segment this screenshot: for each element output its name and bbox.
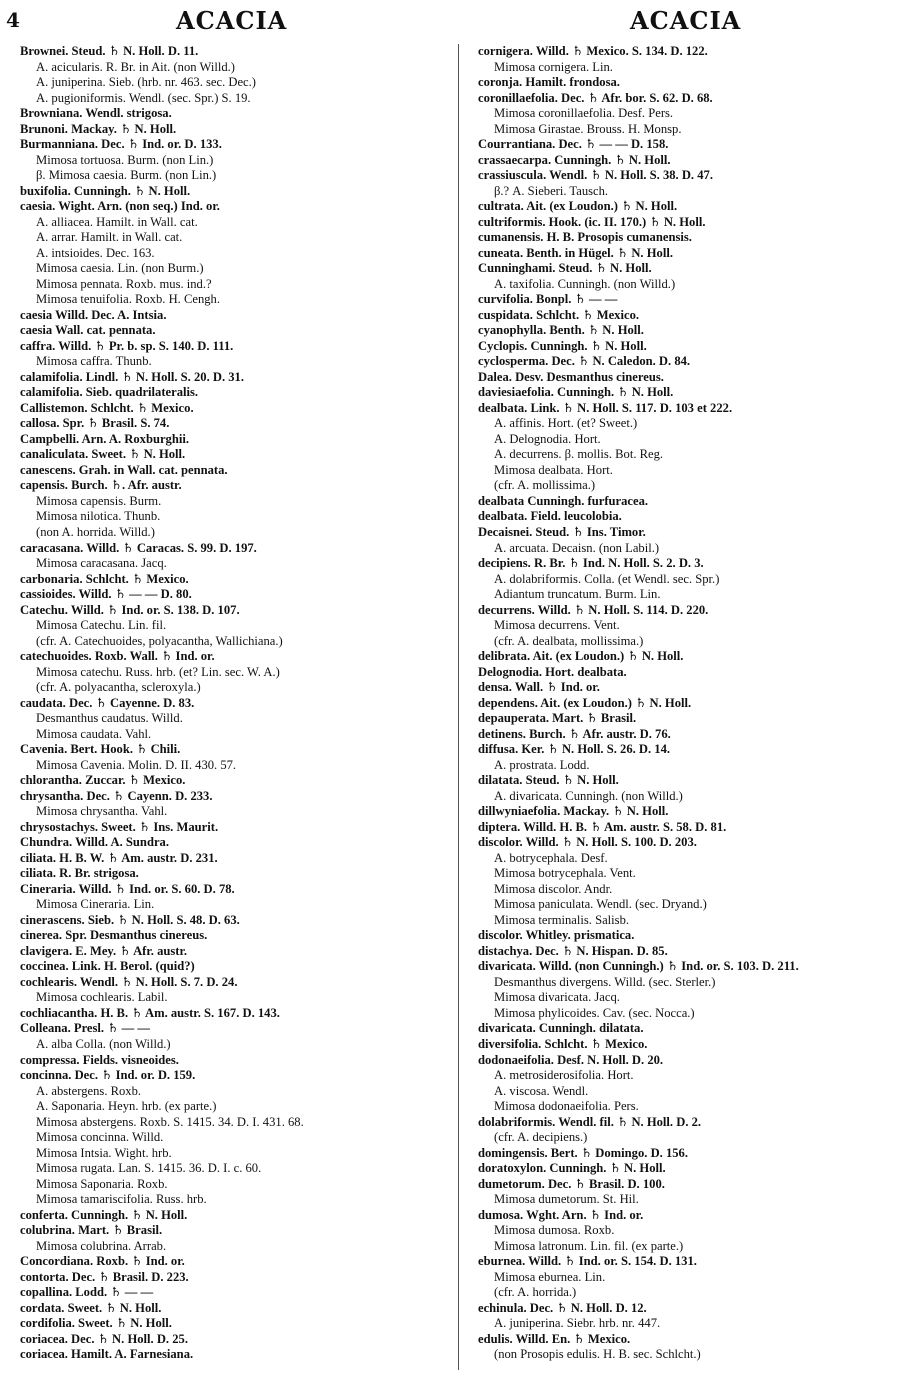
entry-line: dealbata Cunningh. furfuracea. <box>478 493 649 508</box>
entry-line: domingensis. Bert. ♄ Domingo. D. 156. <box>478 1145 688 1160</box>
synonym-line: (non A. horrida. Willd.) <box>36 524 155 539</box>
synonym-line: Desmanthus caudatus. Willd. <box>36 711 183 726</box>
entry-line: cinerascens. Sieb. ♄ N. Holl. S. 48. D. 63. <box>20 912 240 927</box>
synonym-line: Mimosa dodonaeifolia. Pers. <box>494 1099 639 1114</box>
entry-line: cuspidata. Schlcht. ♄ Mexico. <box>478 307 640 322</box>
page-header <box>0 6 900 40</box>
synonym-line: β.? A. Sieberi. Tausch. <box>494 183 609 198</box>
synonym-line: Mimosa eburnea. Lin. <box>494 1269 606 1284</box>
column-divider <box>458 44 459 1370</box>
entry-line: divaricata. Cunningh. dilatata. <box>478 1021 644 1036</box>
entry-line: cornigera. Willd. ♄ Mexico. S. 134. D. 122. <box>478 44 708 58</box>
synonym-line: A. juniperina. Sieb. (hrb. nr. 463. sec. Dec.) <box>36 75 256 90</box>
synonym-line: Mimosa pennata. Roxb. mus. ind.? <box>36 276 212 291</box>
entry-line: Catechu. Willd. ♄ Ind. or. S. 138. D. 107. <box>20 602 240 617</box>
synonym-line: A. intsioides. Dec. 163. <box>36 245 155 260</box>
entry-line: ciliata. R. Br. strigosa. <box>20 866 139 881</box>
entry-line: delibrata. Ait. (ex Loudon.) ♄ N. Holl. <box>478 649 684 664</box>
entry-line: detinens. Burch. ♄ Afr. austr. D. 76. <box>478 726 671 741</box>
entry-line: Colleana. Presl. ♄ — — <box>20 1021 150 1036</box>
entry-line: decipiens. R. Br. ♄ Ind. N. Holl. S. 2. D. 3. <box>478 556 704 571</box>
synonym-line: A. taxifolia. Cunningh. (non Willd.) <box>494 276 676 291</box>
entry-line: cyclosperma. Dec. ♄ N. Caledon. D. 84. <box>478 354 691 369</box>
entry-line: dumetorum. Dec. ♄ Brasil. D. 100. <box>478 1176 665 1191</box>
synonym-line: A. Saponaria. Heyn. hrb. (ex parte.) <box>36 1099 217 1114</box>
synonym-line: A. botrycephala. Desf. <box>494 850 608 865</box>
entry-line: densa. Wall. ♄ Ind. or. <box>478 680 600 695</box>
entry-line: dodonaeifolia. Desf. N. Holl. D. 20. <box>478 1052 664 1067</box>
synonym-line: Mimosa discolor. Andr. <box>494 881 613 896</box>
synonym-line: Mimosa decurrens. Vent. <box>494 618 620 633</box>
entry-line: decurrens. Willd. ♄ N. Holl. S. 114. D. 220. <box>478 602 709 617</box>
synonym-line: Mimosa botrycephala. Vent. <box>494 866 636 881</box>
entry-line: catechuoides. Roxb. Wall. ♄ Ind. or. <box>20 649 215 664</box>
synonym-line: (cfr. A. horrida.) <box>494 1285 577 1300</box>
entry-line: echinula. Dec. ♄ N. Holl. D. 12. <box>478 1300 647 1315</box>
synonym-line: β. Mimosa caesia. Burm. (non Lin.) <box>36 168 217 183</box>
left-column <box>20 44 456 1372</box>
entry-line: Cunninghami. Steud. ♄ N. Holl. <box>478 261 652 276</box>
entry-line: Chundra. Willd. A. Sundra. <box>20 835 169 850</box>
entry-line: coriacea. Dec. ♄ N. Holl. D. 25. <box>20 1331 188 1346</box>
entry-line: coccinea. Link. H. Berol. (quid?) <box>20 959 195 974</box>
entry-line: cinerea. Spr. Desmanthus cinereus. <box>20 928 208 943</box>
entry-line: dilatata. Steud. ♄ N. Holl. <box>478 773 619 788</box>
entry-line: divaricata. Willd. (non Cunningh.) ♄ Ind. or. S. 103. D. 211. <box>478 959 799 974</box>
synonym-line: Mimosa Intsia. Wight. hrb. <box>36 1145 172 1160</box>
synonym-line: Mimosa Catechu. Lin. fil. <box>36 618 167 633</box>
entry-line: dependens. Ait. (ex Loudon.) ♄ N. Holl. <box>478 695 692 710</box>
synonym-line: A. affinis. Hort. (et? Sweet.) <box>494 416 638 431</box>
entry-line: cyanophylla. Benth. ♄ N. Holl. <box>478 323 644 338</box>
synonym-line: A. juniperina. Siebr. hrb. nr. 447. <box>494 1316 661 1331</box>
entry-line: chrysostachys. Sweet. ♄ Ins. Maurit. <box>20 819 219 834</box>
entry-line: canaliculata. Sweet. ♄ N. Holl. <box>20 447 186 462</box>
entry-line: coronja. Hamilt. frondosa. <box>478 75 620 90</box>
synonym-line: Mimosa caracasana. Jacq. <box>36 556 167 571</box>
entry-line: diffusa. Ker. ♄ N. Holl. S. 26. D. 14. <box>478 742 671 757</box>
synonym-line: A. acicularis. R. Br. in Ait. (non Willd.) <box>36 59 235 74</box>
synonym-line: A. arcuata. Decaisn. (non Labil.) <box>494 540 660 555</box>
synonym-line: A. Delognodia. Hort. <box>494 431 601 446</box>
synonym-line: Mimosa concinna. Willd. <box>36 1130 164 1145</box>
synonym-line: Mimosa tenuifolia. Roxb. H. Cengh. <box>36 292 220 307</box>
entry-line: dealbata. Field. leucolobia. <box>478 509 622 524</box>
synonym-line: Mimosa Girastae. Brouss. H. Monsp. <box>494 121 682 136</box>
synonym-line: A. viscosa. Wendl. <box>494 1083 589 1098</box>
synonym-line: Mimosa abstergens. Roxb. S. 1415. 34. D. I. 431. 68. <box>36 1114 304 1129</box>
entry-line: caudata. Dec. ♄ Cayenne. D. 83. <box>20 695 195 710</box>
synonym-line: A. divaricata. Cunningh. (non Willd.) <box>494 788 683 803</box>
entry-line: callosa. Spr. ♄ Brasil. S. 74. <box>20 416 170 431</box>
entry-line: dealbata. Link. ♄ N. Holl. S. 117. D. 103 et 222. <box>478 400 733 415</box>
synonym-line: (cfr. A. dealbata, mollissima.) <box>494 633 644 648</box>
entry-line: dolabriformis. Wendl. fil. ♄ N. Holl. D. 2. <box>478 1114 702 1129</box>
entry-line: calamifolia. Lindl. ♄ N. Holl. S. 20. D. 31. <box>20 369 245 384</box>
synonym-line: Mimosa rugata. Lan. S. 1415. 36. D. I. c. 60. <box>36 1161 262 1176</box>
synonym-line: A. arrar. Hamilt. in Wall. cat. <box>36 230 183 245</box>
entry-line: doratoxylon. Cunningh. ♄ N. Holl. <box>478 1161 666 1176</box>
entry-line: distachya. Dec. ♄ N. Hispan. D. 85. <box>478 943 668 958</box>
entry-line: compressa. Fields. visneoides. <box>20 1052 179 1067</box>
entry-line: Campbelli. Arn. A. Roxburghii. <box>20 431 189 446</box>
synonym-line: Mimosa Cineraria. Lin. <box>36 897 155 912</box>
synonym-line: Mimosa latronum. Lin. fil. (ex parte.) <box>494 1238 684 1253</box>
entry-line: cumanensis. H. B. Prosopis cumanensis. <box>478 230 692 245</box>
synonym-line: Mimosa caesia. Lin. (non Burm.) <box>36 261 204 276</box>
synonym-line: Desmanthus divergens. Willd. (sec. Sterler.) <box>494 974 716 989</box>
entry-line: caesia Wall. cat. pennata. <box>20 323 156 338</box>
synonym-line: A. prostrata. Lodd. <box>494 757 590 772</box>
synonym-line: Mimosa dealbata. Hort. <box>494 462 613 477</box>
entry-line: ciliata. H. B. W. ♄ Am. austr. D. 231. <box>20 850 218 865</box>
entry-line: Brunoni. Mackay. ♄ N. Holl. <box>20 121 177 136</box>
synonym-line: Mimosa tamariscifolia. Russ. hrb. <box>36 1192 207 1207</box>
entry-line: calamifolia. Sieb. quadrilateralis. <box>20 385 199 400</box>
entry-line: concinna. Dec. ♄ Ind. or. D. 159. <box>20 1068 196 1083</box>
entry-line: Callistemon. Schlcht. ♄ Mexico. <box>20 400 194 415</box>
entry-line: caesia Willd. Dec. A. Intsia. <box>20 307 167 322</box>
entry-line: eburnea. Willd. ♄ Ind. or. S. 154. D. 131. <box>478 1254 697 1269</box>
right-column <box>478 44 900 1372</box>
entry-line: Concordiana. Roxb. ♄ Ind. or. <box>20 1254 185 1269</box>
synonym-line: Mimosa cornigera. Lin. <box>494 59 613 74</box>
entry-line: Cineraria. Willd. ♄ Ind. or. S. 60. D. 78. <box>20 881 235 896</box>
entry-line: conferta. Cunningh. ♄ N. Holl. <box>20 1207 188 1222</box>
entry-line: cochliacantha. H. B. ♄ Am. austr. S. 167. D. 143. <box>20 1005 280 1020</box>
synonym-line: Mimosa tortuosa. Burm. (non Lin.) <box>36 152 214 167</box>
synonym-line: (cfr. A. Catechuoides, polyacantha, Wallichiana.) <box>36 633 283 648</box>
synonym-line: Mimosa Cavenia. Molin. D. II. 430. 57. <box>36 757 237 772</box>
entry-line: carbonaria. Schlcht. ♄ Mexico. <box>20 571 189 586</box>
entry-line: cultrata. Ait. (ex Loudon.) ♄ N. Holl. <box>478 199 678 214</box>
synonym-line: A. alba Colla. (non Willd.) <box>36 1037 171 1051</box>
synonym-line: Adiantum truncatum. Burm. Lin. <box>494 587 661 602</box>
entry-line: clavigera. E. Mey. ♄ Afr. austr. <box>20 943 188 958</box>
synonym-line: Mimosa coronillaefolia. Desf. Pers. <box>494 106 674 121</box>
entry-line: Courrantiana. Dec. ♄ — — D. 158. <box>478 137 669 152</box>
entry-line: depauperata. Mart. ♄ Brasil. <box>478 711 637 726</box>
entry-line: buxifolia. Cunningh. ♄ N. Holl. <box>20 183 191 198</box>
running-head-left: ACACIA <box>176 6 288 35</box>
entry-line: diversifolia. Schlcht. ♄ Mexico. <box>478 1037 648 1051</box>
entry-line: coriacea. Hamilt. A. Farnesiana. <box>20 1347 194 1362</box>
synonym-line: Mimosa colubrina. Arrab. <box>36 1238 167 1253</box>
running-head-right: ACACIA <box>630 6 742 35</box>
entry-line: Delognodia. Hort. dealbata. <box>478 664 627 679</box>
entry-line: colubrina. Mart. ♄ Brasil. <box>20 1223 163 1238</box>
synonym-line: Mimosa caffra. Thunb. <box>36 354 152 369</box>
synonym-line: A. decurrens. β. mollis. Bot. Reg. <box>494 447 664 462</box>
synonym-line: Mimosa terminalis. Salisb. <box>494 912 630 927</box>
entry-line: copallina. Lodd. ♄ — — <box>20 1285 154 1300</box>
synonym-line: Mimosa cochlearis. Labil. <box>36 990 168 1005</box>
entry-line: curvifolia. Bonpl. ♄ — — <box>478 292 618 307</box>
entry-line: daviesiaefolia. Cunningh. ♄ N. Holl. <box>478 385 674 400</box>
entry-line: cordata. Sweet. ♄ N. Holl. <box>20 1300 162 1315</box>
entry-line: cultriformis. Hook. (ic. II. 170.) ♄ N. Holl. <box>478 214 706 229</box>
synonym-line: Mimosa divaricata. Jacq. <box>494 990 620 1005</box>
synonym-line: Mimosa paniculata. Wendl. (sec. Dryand.) <box>494 897 707 912</box>
synonym-line: Mimosa Saponaria. Roxb. <box>36 1176 168 1191</box>
entry-line: canescens. Grah. in Wall. cat. pennata. <box>20 462 228 477</box>
entry-line: edulis. Willd. En. ♄ Mexico. <box>478 1331 631 1346</box>
synonym-line: A. dolabriformis. Colla. (et Wendl. sec. Spr.) <box>494 571 720 586</box>
entry-line: coronillaefolia. Dec. ♄ Afr. bor. S. 62. D. 68. <box>478 90 713 105</box>
synonym-line: Mimosa chrysantha. Vahl. <box>36 804 168 819</box>
entry-line: Brownei. Steud. ♄ N. Holl. D. 11. <box>20 44 199 58</box>
entry-line: dumosa. Wght. Arn. ♄ Ind. or. <box>478 1207 644 1222</box>
entry-line: chlorantha. Zuccar. ♄ Mexico. <box>20 773 186 788</box>
entry-line: chrysantha. Dec. ♄ Cayenn. D. 233. <box>20 788 213 803</box>
synonym-line: Mimosa dumosa. Roxb. <box>494 1223 615 1238</box>
entry-line: Decaisnei. Steud. ♄ Ins. Timor. <box>478 524 646 539</box>
synonym-line: Mimosa nilotica. Thunb. <box>36 509 161 524</box>
entry-line: cuneata. Benth. in Hügel. ♄ N. Holl. <box>478 245 673 260</box>
synonym-line: (cfr. A. decipiens.) <box>494 1130 588 1145</box>
entry-line: crassaecarpa. Cunningh. ♄ N. Holl. <box>478 152 671 167</box>
entry-line: Dalea. Desv. Desmanthus cinereus. <box>478 369 664 384</box>
page-number: 4 <box>6 8 20 32</box>
entry-line: cassioides. Willd. ♄ — — D. 80. <box>20 587 192 602</box>
entry-line: contorta. Dec. ♄ Brasil. D. 223. <box>20 1269 189 1284</box>
synonym-line: Mimosa phylicoides. Cav. (sec. Nocca.) <box>494 1005 695 1020</box>
entry-line: cochlearis. Wendl. ♄ N. Holl. S. 7. D. 24. <box>20 974 238 989</box>
entry-line: cordifolia. Sweet. ♄ N. Holl. <box>20 1316 172 1331</box>
entry-line: dillwyniaefolia. Mackay. ♄ N. Holl. <box>478 804 669 819</box>
synonym-line: A. metrosiderosifolia. Hort. <box>494 1068 634 1083</box>
synonym-line: Mimosa catechu. Russ. hrb. (et? Lin. sec. W. A.) <box>36 664 280 679</box>
synonym-line: Mimosa caudata. Vahl. <box>36 726 152 741</box>
entry-line: discolor. Willd. ♄ N. Holl. S. 100. D. 203. <box>478 835 697 850</box>
entry-line: Burmanniana. Dec. ♄ Ind. or. D. 133. <box>20 137 222 152</box>
synonym-line: A. abstergens. Roxb. <box>36 1083 142 1098</box>
synonym-line: A. alliacea. Hamilt. in Wall. cat. <box>36 214 198 229</box>
entry-line: Cavenia. Bert. Hook. ♄ Chili. <box>20 742 181 757</box>
synonym-line: A. pugioniformis. Wendl. (sec. Spr.) S. 19. <box>36 90 251 105</box>
synonym-line: Mimosa dumetorum. St. Hil. <box>494 1192 639 1207</box>
entry-line: caesia. Wight. Arn. (non seq.) Ind. or. <box>20 199 220 214</box>
entry-line: Cyclopis. Cunningh. ♄ N. Holl. <box>478 338 647 353</box>
synonym-line: (cfr. A. mollissima.) <box>494 478 596 493</box>
entry-line: crassiuscula. Wendl. ♄ N. Holl. S. 38. D. 47. <box>478 168 713 183</box>
synonym-line: (cfr. A. polyacantha, scleroxyla.) <box>36 680 201 695</box>
synonym-line: (non Prosopis edulis. H. B. sec. Schlcht.) <box>494 1347 701 1362</box>
entry-line: Browniana. Wendl. strigosa. <box>20 106 172 121</box>
entry-line: capensis. Burch. ♄. Afr. austr. <box>20 478 182 493</box>
entry-line: diptera. Willd. H. B. ♄ Am. austr. S. 58. D. 81. <box>478 819 727 834</box>
entry-line: caracasana. Willd. ♄ Caracas. S. 99. D. 197. <box>20 540 257 555</box>
entry-line: discolor. Whitley. prismatica. <box>478 928 635 943</box>
synonym-line: Mimosa capensis. Burm. <box>36 493 162 508</box>
entry-line: caffra. Willd. ♄ Pr. b. sp. S. 140. D. 111. <box>20 338 234 353</box>
